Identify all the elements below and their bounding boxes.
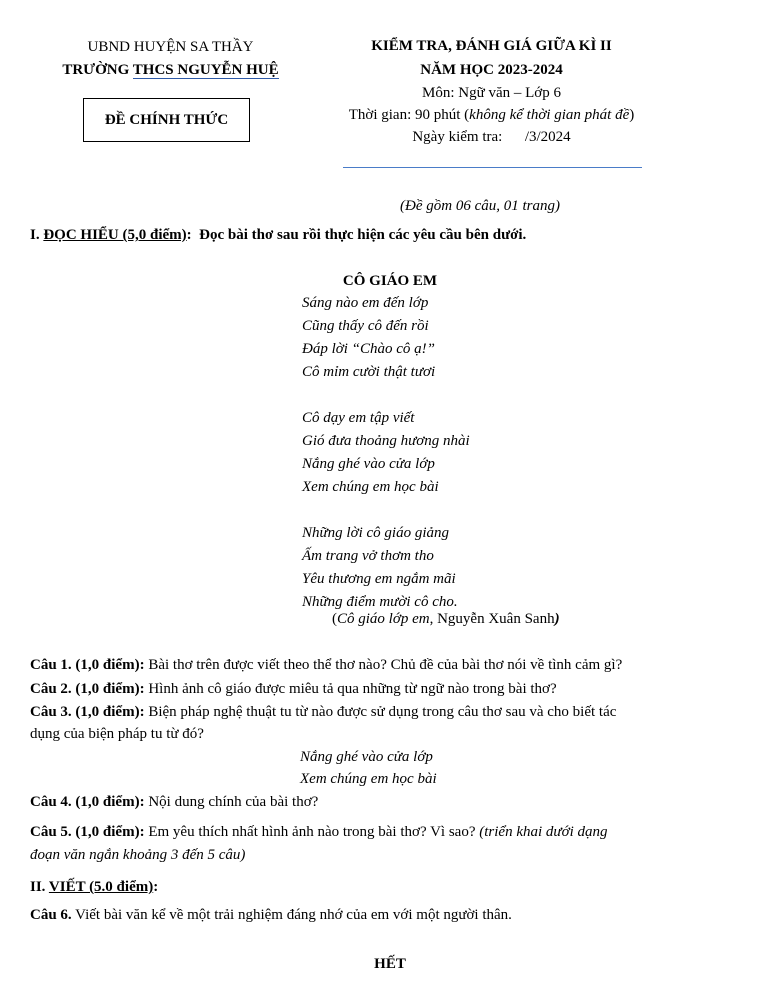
question-label: Câu 1. (1,0 điểm):	[30, 657, 145, 673]
poem-line: Xem chúng em học bài	[302, 479, 439, 495]
poem-line: Gió đưa thoảng hương nhài	[302, 433, 470, 449]
question-text: Biện pháp nghệ thuật tu từ nào được sử dụng trong câu thơ sau và cho biết tác	[144, 704, 617, 720]
end-marker: HẾT	[374, 956, 406, 972]
quoted-verse: Xem chúng em học bài	[300, 771, 437, 787]
section2-title: VIẾT (5.0 điểm)	[48, 879, 154, 895]
question-5	[30, 823, 608, 841]
question-label: Câu 4. (1,0 điểm):	[30, 794, 145, 810]
time-suffix: )	[629, 107, 635, 123]
source-close: )	[554, 611, 560, 627]
question-5-continued: đoạn văn ngắn khoảng 3 đến 5 câu)	[30, 847, 246, 863]
question-label: Câu 6.	[30, 907, 72, 923]
section-reading-heading	[30, 226, 526, 244]
poem-line: Nắng ghé vào cửa lớp	[302, 456, 435, 472]
section1-instruction: : Đọc bài thơ sau rồi thực hiện các yêu cầu bên dưới.	[186, 227, 527, 243]
question-text: Viết bài văn kể về một trải nghiệm đáng nhớ của em với một người thân.	[71, 907, 512, 923]
quoted-verse: Nắng ghé vào cửa lớp	[300, 749, 433, 765]
time-line	[300, 106, 683, 124]
source-author: , Nguyễn Xuân Sanh	[429, 611, 555, 627]
poem-line: Yêu thương em ngắm mãi	[302, 571, 456, 587]
poem-line: Đáp lời “Chào cô ạ!”	[302, 341, 436, 357]
school-year: NĂM HỌC 2023-2024	[420, 62, 563, 78]
poem-line: Cô dạy em tập viết	[302, 410, 415, 426]
poem-line: Cô mỉm cười thật tươi	[302, 364, 436, 380]
poem-line: Sáng nào em đến lớp	[302, 295, 429, 311]
question-label: Câu 5. (1,0 điểm):	[30, 824, 145, 840]
source-open: (	[332, 611, 337, 627]
poem-line: Những điểm mười cô cho.	[302, 594, 458, 610]
time-prefix: Thời gian: 90 phút (	[348, 107, 470, 123]
poem-line: Những lời cô giáo giảng	[302, 525, 450, 541]
question-3-continued: dụng của biện pháp tu từ đó?	[30, 726, 204, 742]
question-label: Câu 3. (1,0 điểm):	[30, 704, 145, 720]
question-2	[30, 680, 557, 698]
section1-title: ĐỌC HIỂU (5,0 điểm)	[43, 227, 187, 243]
poem-source	[332, 610, 560, 628]
exam-date: Ngày kiểm tra: /3/2024	[412, 129, 571, 145]
school-prefix: TRƯỜNG	[62, 62, 133, 78]
question-text: Bài thơ trên được viết theo thể thơ nào? Chủ đề của bài thơ nói về tình cảm gì?	[144, 657, 623, 673]
department-name: UBND HUYỆN SA THẦY	[87, 39, 254, 55]
poem-title: CÔ GIÁO EM	[342, 273, 438, 289]
question-1	[30, 656, 622, 674]
question-hint: (triển khai dưới dạng	[479, 824, 608, 840]
question-4	[30, 793, 318, 811]
school-name-underlined: THCS NGUYỄN HUỆ	[132, 62, 279, 78]
time-note: không kể thời gian phát đề	[469, 107, 630, 123]
subject-line: Môn: Ngữ văn – Lớp 6	[422, 85, 561, 101]
question-3	[30, 703, 616, 721]
question-text: Em yêu thích nhất hình ảnh nào trong bài thơ? Vì sao?	[144, 824, 480, 840]
official-exam-box: ĐỀ CHÍNH THỨC	[83, 98, 250, 142]
section2-suffix: :	[153, 879, 159, 895]
section1-prefix: I.	[30, 227, 44, 243]
question-6	[30, 906, 512, 924]
question-text: Nội dung chính của bài thơ?	[144, 794, 319, 810]
section2-prefix: II.	[30, 879, 49, 895]
source-title: Cô giáo lớp em	[337, 611, 430, 627]
question-text: Hình ảnh cô giáo được miêu tả qua những từ ngữ nào trong bài thơ?	[144, 681, 557, 697]
poem-line: Ấm trang vở thơm tho	[302, 548, 434, 564]
school-name	[38, 61, 303, 79]
question-label: Câu 2. (1,0 điểm):	[30, 681, 145, 697]
header-divider	[343, 167, 642, 168]
poem-line: Cũng thấy cô đến rồi	[302, 318, 429, 334]
exam-title: KIỂM TRA, ĐÁNH GIÁ GIỮA KÌ II	[371, 38, 612, 54]
section-writing-heading	[30, 878, 158, 896]
exam-note: (Đề gồm 06 câu, 01 trang)	[400, 198, 560, 214]
